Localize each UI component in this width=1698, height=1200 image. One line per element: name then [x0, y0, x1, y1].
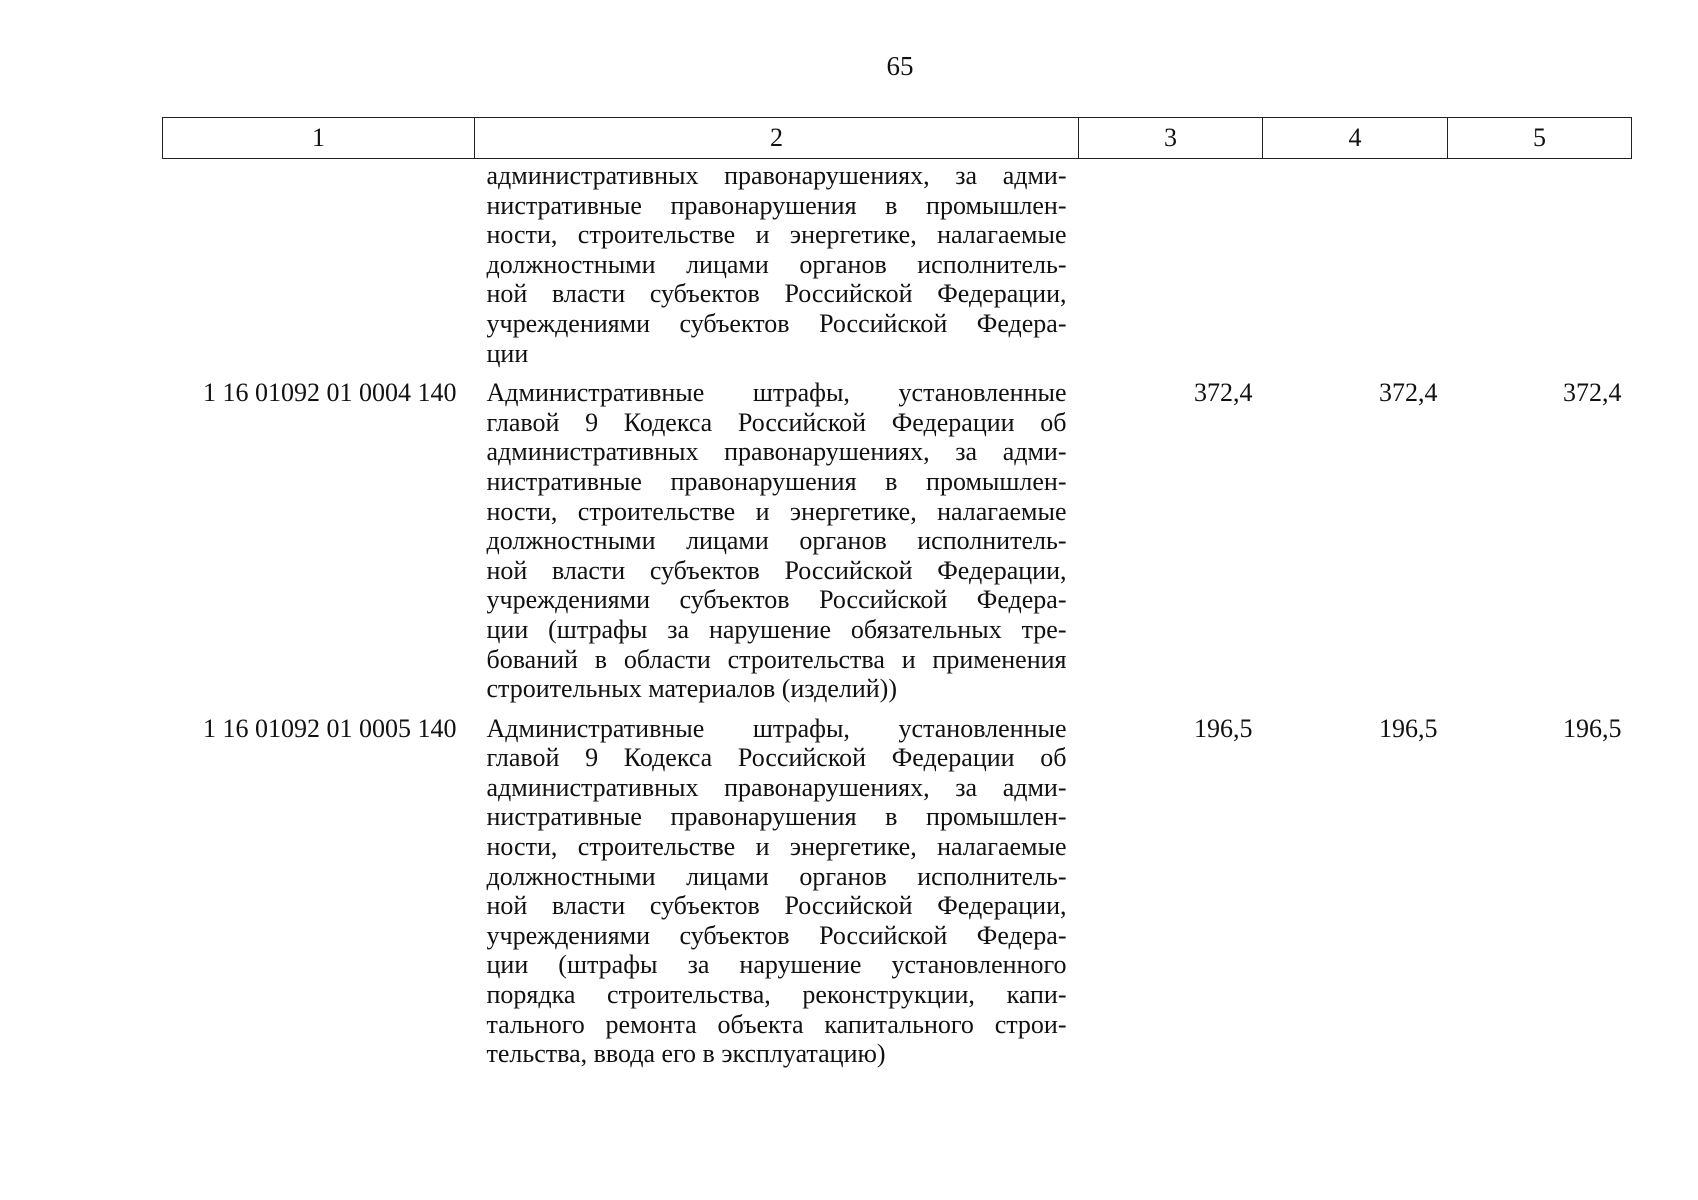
budget-code-cell: 1 16 01092 01 0005 140	[203, 713, 457, 743]
description-line: ной власти субъектов Российской Федерации,	[486, 279, 1067, 309]
description-line: административных правонарушениях, за адми-	[486, 437, 1067, 467]
description-line: учреждениями субъектов Российской Федера-	[486, 585, 1067, 615]
table-row	[163, 714, 1632, 1079]
description-cell	[475, 378, 1079, 714]
description-line: нистративные правонарушения в промышлен-	[486, 190, 1067, 220]
budget-table	[162, 117, 1632, 1079]
description-line: ности, строительстве и энергетике, налагаемые	[486, 496, 1067, 526]
value-cell-empty	[1263, 159, 1448, 379]
description-line: ной власти субъектов Российской Федерации,	[486, 555, 1067, 585]
description-line: главой 9 Кодекса Российской Федерации об	[486, 743, 1067, 773]
description-line: бований в области строительства и применения	[486, 644, 1067, 674]
table-row	[163, 378, 1632, 714]
table-row-continuation	[163, 159, 1632, 379]
description-line: ности, строительстве и энергетике, налагаемые	[486, 220, 1067, 250]
description-line: ности, строительстве и энергетике, налагаемые	[486, 832, 1067, 862]
column-header-4: 4	[1263, 118, 1448, 159]
value-cell-col4: 372,4	[1379, 378, 1438, 408]
description-line: учреждениями субъектов Российской Федера-	[486, 308, 1067, 338]
description-line: Административные штрафы, установленные	[486, 378, 1067, 408]
column-header-2: 2	[475, 118, 1079, 159]
description-line: ции (штрафы за нарушение установленного	[486, 950, 1067, 980]
page-number: 65	[886, 51, 914, 81]
code-cell-empty	[163, 159, 475, 379]
column-header-5: 5	[1448, 118, 1632, 159]
description-line: административных правонарушениях, за адми-	[486, 161, 1067, 190]
description-line: должностными лицами органов исполнитель-	[486, 861, 1067, 891]
budget-code-cell: 1 16 01092 01 0004 140	[203, 378, 457, 408]
description-line: нистративные правонарушения в промышлен-	[486, 466, 1067, 496]
description-line: должностными лицами органов исполнитель-	[486, 249, 1067, 279]
value-cell-col3: 196,5	[1194, 713, 1253, 743]
description-line: административных правонарушениях, за адми-	[486, 772, 1067, 802]
description-line: ной власти субъектов Российской Федерации,	[486, 891, 1067, 921]
description-line: главой 9 Кодекса Российской Федерации об	[486, 407, 1067, 437]
description-line: порядка строительства, реконструкции, капи-	[486, 980, 1067, 1010]
description-line: учреждениями субъектов Российской Федера-	[486, 920, 1067, 950]
value-cell-col5: 196,5	[1563, 713, 1622, 743]
table-header-row	[163, 118, 1632, 159]
value-cell-col4: 196,5	[1379, 713, 1438, 743]
value-cell-col3: 372,4	[1194, 378, 1253, 408]
value-cell-col5: 372,4	[1563, 378, 1622, 408]
description-line: строительных материалов (изделий))	[486, 674, 897, 704]
description-cell	[475, 714, 1079, 1079]
description-cell	[475, 159, 1079, 379]
description-line: должностными лицами органов исполнитель-	[486, 526, 1067, 556]
value-cell-empty	[1079, 159, 1263, 379]
column-header-1: 1	[163, 118, 475, 159]
column-header-3: 3	[1079, 118, 1263, 159]
description-line: ции	[486, 338, 529, 368]
description-line: тельства, ввода его в эксплуатацию)	[486, 1039, 886, 1069]
description-line: тального ремонта объекта капитального строи-	[486, 1009, 1067, 1039]
description-line: ции (штрафы за нарушение обязательных тре-	[486, 614, 1067, 644]
description-line: Административные штрафы, установленные	[486, 713, 1067, 743]
description-line: нистративные правонарушения в промышлен-	[486, 802, 1067, 832]
value-cell-empty	[1448, 159, 1632, 379]
